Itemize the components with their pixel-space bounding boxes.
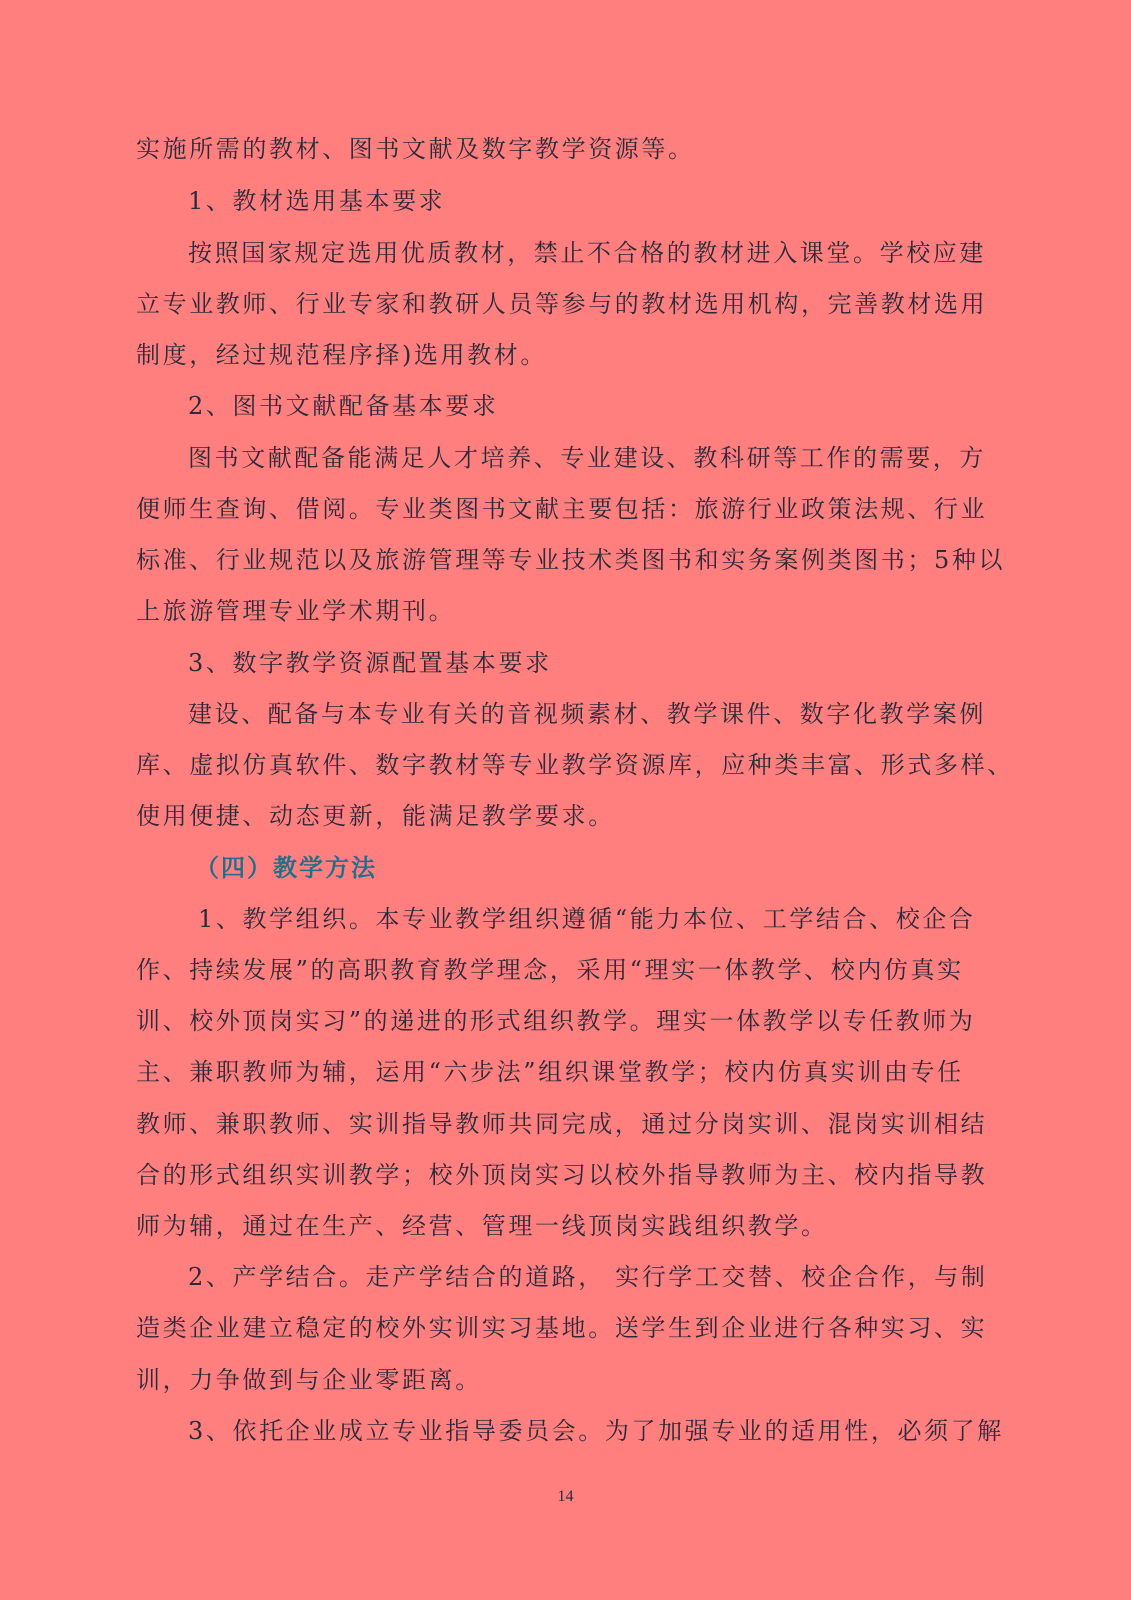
paragraph-line: 教师、兼职教师、实训指导教师共同完成，通过分岗实训、混岗实训相结: [136, 1110, 988, 1138]
paragraph-line: 实施所需的教材、图书文献及数字教学资源等。: [136, 135, 695, 163]
paragraph-line: 制度，经过规范程序择)选用教材。: [136, 341, 547, 369]
paragraph-line: 标准、行业规范以及旅游管理等专业技术类图书和实务案例类图书；5种以: [136, 546, 1006, 574]
paragraph-line: 主、兼职教师为辅，运用“六步法”组织课堂教学；校内仿真实训由专任: [136, 1058, 964, 1086]
paragraph-line: 按照国家规定选用优质教材，禁止不合格的教材进入课堂。学校应建: [188, 239, 986, 267]
paragraph-line: 训、校外顶岗实习”的递进的形式组织教学。理实一体教学以专任教师为: [136, 1007, 976, 1035]
paragraph-line: 2、产学结合。走产学结合的道路， 实行学工交替、校企合作，与制: [188, 1263, 988, 1291]
paragraph-line: 库、虚拟仿真软件、数字教材等专业教学资源库，应种类丰富、形式多样、: [136, 751, 1014, 779]
paragraph-line: 图书文献配备能满足人才培养、专业建设、教科研等工作的需要，方: [188, 444, 986, 472]
paragraph-line: 立专业教师、行业专家和教研人员等参与的教材选用机构，完善教材选用: [136, 290, 988, 318]
paragraph-line: 1、教学组织。本专业教学组织遵循“能力本位、工学结合、校企合: [198, 905, 976, 933]
subheading-digital-resources: 3、数字教学资源配置基本要求: [188, 649, 552, 677]
paragraph-line: 合的形式组织实训教学；校外顶岗实习以校外指导教师为主、校内指导教: [136, 1161, 988, 1189]
paragraph-line: 训，力争做到与企业零距离。: [136, 1366, 482, 1394]
paragraph-line: 便师生查询、借阅。专业类图书文献主要包括：旅游行业政策法规、行业: [136, 495, 988, 523]
paragraph-line: 使用便捷、动态更新，能满足教学要求。: [136, 802, 615, 830]
paragraph-line: 作、持续发展”的高职教育教学理念，采用“理实一体教学、校内仿真实: [136, 956, 964, 984]
paragraph-line: 造类企业建立稳定的校外实训实习基地。送学生到企业进行各种实习、实: [136, 1314, 988, 1342]
paragraph-line: 3、依托企业成立专业指导委员会。为了加强专业的适用性，必须了解: [188, 1417, 1004, 1445]
subheading-library: 2、图书文献配备基本要求: [188, 392, 499, 420]
page-number: 14: [557, 1488, 574, 1505]
subheading-textbook: 1、教材选用基本要求: [188, 187, 446, 215]
paragraph-line: 上旅游管理专业学术期刊。: [136, 597, 456, 625]
section-heading-teaching-methods: （四）教学方法: [195, 853, 377, 882]
paragraph-line: 师为辅，通过在生产、经营、管理一线顶岗实践组织教学。: [136, 1212, 828, 1240]
paragraph-line: 建设、配备与本专业有关的音视频素材、教学课件、数字化教学案例: [188, 700, 986, 728]
